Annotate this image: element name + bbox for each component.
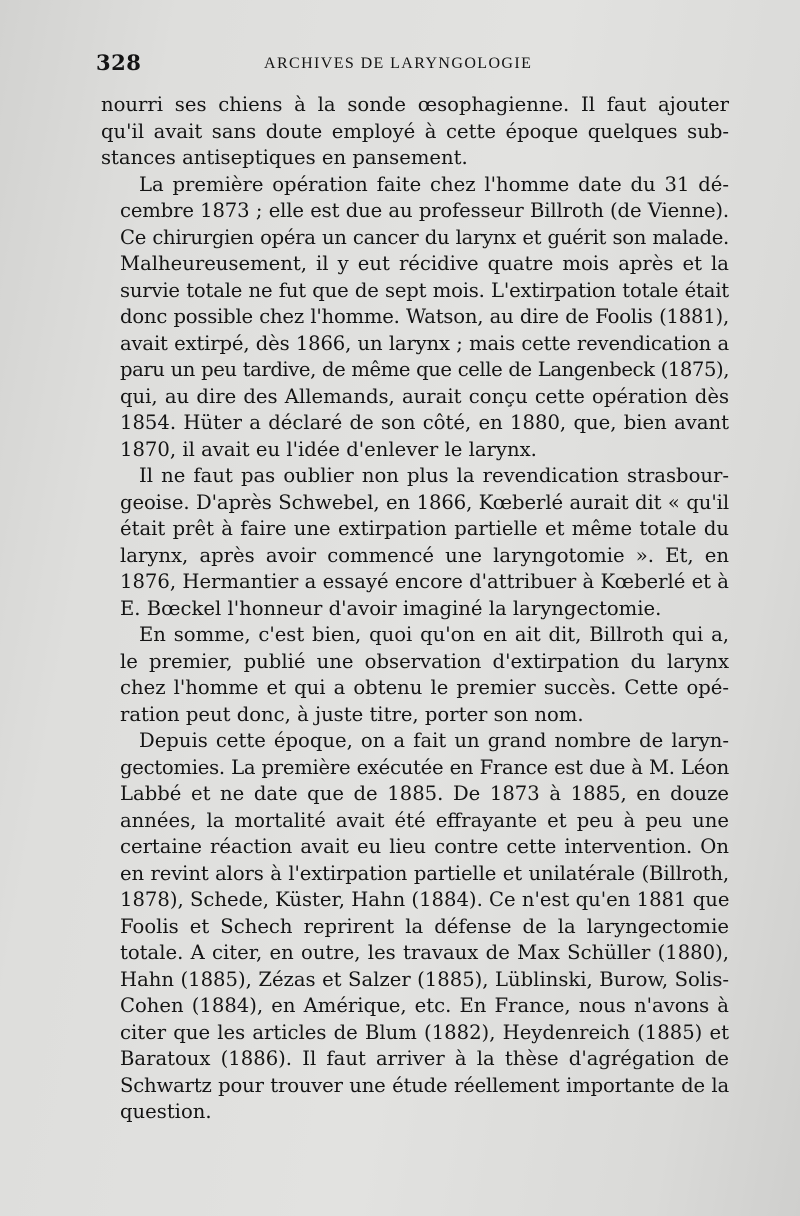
running-head: ARCHIVES DE LARYNGOLOGIE (264, 55, 533, 72)
text-line: Ce chirurgien opéra un cancer du larynx et guérit son malade. (120, 225, 729, 249)
text-line: En somme, c'est bien, quoi qu'on en ait dit, Billroth qui a, (139, 623, 729, 646)
text-line: avait extirpé, dès 1866, un larynx ; mais cette revendication a (120, 331, 729, 355)
paragraph (101, 728, 729, 1126)
text-line: Malheureusement, il y eut récidive quatre mois après et la (120, 252, 729, 275)
text-line: était prêt à faire une extirpation partielle et même totale du (120, 517, 729, 540)
text-line: cembre 1873 ; elle est due au professeur Billroth (de Vienne). (120, 199, 729, 222)
text-line: 1870, il avait eu l'idée d'enlever le larynx. (120, 437, 537, 461)
text-line: 1854. Hüter a déclaré de son côté, en 1880, que, bien avant (120, 411, 729, 434)
text-line: gectomies. La première exécutée en France est due à M. Léon (120, 755, 729, 779)
text-line: stances antiseptiques en pansement. (101, 146, 468, 169)
text-line: certaine réaction avait eu lieu contre cette intervention. On (120, 835, 729, 858)
text-line: donc possible chez l'homme. Watson, au dire de Foolis (1881), (120, 305, 729, 328)
text-line: Il ne faut pas oublier non plus la revendication strasbour- (139, 464, 729, 487)
body-text (101, 92, 729, 1126)
text-line: totale. A citer, en outre, les travaux de Max Schüller (1880), (120, 941, 729, 964)
paragraph (101, 463, 729, 622)
text-line: E. Bœckel l'honneur d'avoir imaginé la laryngectomie. (120, 596, 662, 620)
text-line: en revint alors à l'extirpation partielle et unilatérale (Billroth, (120, 861, 729, 885)
text-line: larynx, après avoir commencé une laryngotomie ». Et, en (120, 543, 729, 567)
paragraph (101, 92, 729, 172)
text-line: citer que les articles de Blum (1882), Heydenreich (1885) et (120, 1020, 729, 1044)
text-line: Cohen (1884), en Amérique, etc. En France, nous n'avons à (120, 994, 729, 1017)
text-line: Foolis et Schech reprirent la défense de la laryngectomie (120, 914, 729, 938)
text-line: geoise. D'après Schwebel, en 1866, Kœberlé aurait dit « qu'il (120, 490, 729, 514)
text-line: question. (120, 1100, 212, 1123)
page-header (96, 50, 736, 80)
text-line: Hahn (1885), Zézas et Salzer (1885), Lüblinski, Burow, Solis- (120, 967, 729, 991)
page-number: 328 (96, 50, 142, 75)
text-line: années, la mortalité avait été effrayante et peu à peu une (120, 808, 729, 832)
text-line: Depuis cette époque, on a fait un grand nombre de laryn- (139, 729, 729, 752)
paragraph (101, 622, 729, 728)
text-line: Baratoux (1886). Il faut arriver à la thèse d'agrégation de (120, 1047, 729, 1070)
paragraph (101, 172, 729, 464)
text-line: chez l'homme et qui a obtenu le premier succès. Cette opé- (120, 676, 729, 699)
text-line: ration peut donc, à juste titre, porter son nom. (120, 702, 584, 726)
text-line: 1878), Schede, Küster, Hahn (1884). Ce n'est qu'en 1881 que (120, 888, 730, 911)
text-line: qu'il avait sans doute employé à cette époque quelques sub- (101, 119, 729, 143)
text-line: Schwartz pour trouver une étude réellement importante de la (120, 1073, 729, 1097)
text-line: le premier, publié une observation d'extirpation du larynx (120, 649, 729, 673)
text-line: survie totale ne fut que de sept mois. L'extirpation totale était (120, 278, 729, 302)
text-line: qui, au dire des Allemands, aurait conçu cette opération dès (120, 384, 729, 408)
text-line: 1876, Hermantier a essayé encore d'attribuer à Kœberlé et à (120, 570, 729, 593)
text-line: Labbé et ne date que de 1885. De 1873 à 1885, en douze (120, 782, 729, 805)
text-line: La première opération faite chez l'homme date du 31 dé- (139, 172, 729, 196)
text-line: nourri ses chiens à la sonde œsophagienne. Il faut ajouter (101, 93, 729, 116)
text-line: paru un peu tardive, de même que celle de Langenbeck (1875), (120, 358, 729, 381)
